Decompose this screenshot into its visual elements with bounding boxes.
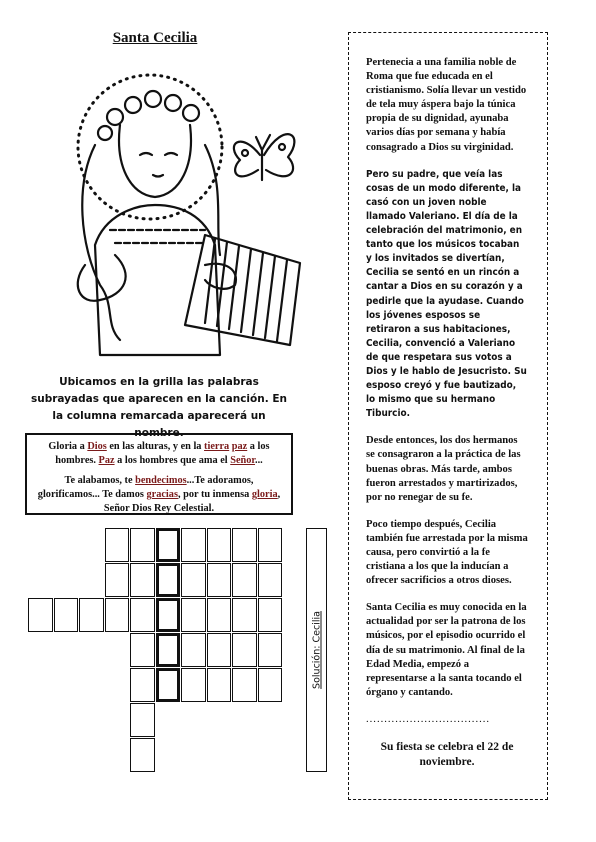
crossword-cell[interactable] — [207, 598, 232, 632]
underlined-word: Señor — [230, 455, 256, 466]
crossword-cell[interactable] — [54, 598, 79, 632]
underlined-word: Paz — [98, 455, 115, 466]
story-paragraph-3: Desde entonces, los dos hermanos se consagraron a la práctica de las buenas obras. Más tarde, ambos fueron arrestados y martirizados, por no renegar de su fe. — [366, 435, 521, 503]
underlined-word: gloria — [251, 489, 278, 500]
crossword-cell[interactable] — [232, 563, 257, 597]
story-paragraph-4: Poco tiempo después, Cecilia también fue arrestada por la misma causa, pero convirtió a la fe cristiana a los que la inducían a ofrecer sacrificios a otros dioses. — [366, 518, 528, 587]
crossword-key-cell[interactable] — [156, 598, 181, 632]
crossword-cell[interactable] — [105, 528, 130, 562]
story-paragraph-2: Pero su padre, que veía las cosas de un modo diferente, la casó con un joven noble llamado Valeriano. El día de la celebración del matrimonio, en tanto que los músicos tocaban y los invitados se divertían, Cecilia se sentó en un rincón a cantar a Dios en su corazón y a pedirle que la ayudase. Cuando los jóvenes esposos se retiraron a sus habitaciones, Cecilia, convenció a Valeriano de que respetara sus votos a Dios y le hablo de Jesucristo. Su esposo creyó y fue bautizado, lo mismo que su hermano Tiburcio. — [366, 168, 527, 420]
underlined-word: gracias — [146, 489, 178, 500]
lyric-text: Gloria a — [48, 441, 88, 452]
crossword-cell[interactable] — [105, 563, 130, 597]
instructions-text: Ubicamos en la grilla las palabras subrayadas que aparecen en la canción. En la columna remarcada aparecerá un nombre. — [30, 376, 288, 439]
crossword-key-cell[interactable] — [156, 528, 181, 562]
feast-day-text: Su fiesta se celebra el 22 de noviembre. — [380, 741, 514, 769]
lyrics-paragraph-1 — [33, 440, 285, 468]
solution-label: Solución: Cecilia — [311, 611, 322, 689]
crossword-cell[interactable] — [207, 668, 232, 702]
underlined-word: Dios — [87, 441, 107, 452]
lyric-text: a los hombres que ama el — [114, 455, 231, 466]
crossword-cell[interactable] — [207, 633, 232, 667]
face — [119, 125, 191, 197]
crossword-key-cell[interactable] — [156, 668, 181, 702]
crossword-cell[interactable] — [130, 528, 155, 562]
story-paragraph-5: Santa Cecilia es muy conocida en la actualidad por ser la patrona de los músicos, por el episodio ocurrido el día de su matrimonio. Al final de la Edad Media, empezó a representarse a la santa tocando el órgano y cantando. — [366, 602, 527, 698]
underlined-word: tierra — [204, 441, 230, 452]
crossword-cell[interactable] — [232, 668, 257, 702]
crossword-cell[interactable] — [207, 563, 232, 597]
crossword-cell[interactable] — [207, 528, 232, 562]
dotted-line: .................................. — [366, 713, 491, 725]
crossword-cell[interactable] — [258, 528, 283, 562]
crossword-cell[interactable] — [130, 598, 155, 632]
crossword-cell[interactable] — [258, 598, 283, 632]
underlined-word: paz — [231, 441, 248, 452]
crossword-cell[interactable] — [258, 668, 283, 702]
crossword-cell[interactable] — [181, 668, 206, 702]
crossword-cell[interactable] — [181, 633, 206, 667]
crossword-key-cell[interactable] — [156, 633, 181, 667]
solution-box — [306, 528, 327, 772]
crossword-cell[interactable] — [105, 598, 130, 632]
crossword-cell[interactable] — [130, 738, 155, 772]
crossword-cell[interactable] — [232, 598, 257, 632]
halo-dots — [78, 75, 222, 219]
crossword-key-cell[interactable] — [156, 563, 181, 597]
crossword-cell[interactable] — [232, 633, 257, 667]
lyric-text: , Señor Dios Rey Celestial. — [103, 489, 281, 514]
crossword-cell[interactable] — [258, 633, 283, 667]
crossword-cell[interactable] — [232, 528, 257, 562]
lyric-text: Te alabamos, te — [64, 475, 136, 486]
lyric-text: ...Te adoramos, glorificamos... Te damos — [37, 475, 254, 500]
lyric-text: , por tu inmensa — [177, 489, 252, 500]
butterfly-drawing — [234, 134, 294, 180]
crossword-cell[interactable] — [130, 703, 155, 737]
crossword-cell[interactable] — [181, 563, 206, 597]
crossword-cell[interactable] — [130, 668, 155, 702]
santa-cecilia-illustration — [55, 55, 315, 365]
lyrics-paragraph-2 — [33, 474, 285, 516]
page-title: Santa Cecilia — [112, 30, 198, 46]
crossword-cell[interactable] — [258, 563, 283, 597]
lyric-text: a los hombres. — [55, 441, 270, 466]
crossword-cell[interactable] — [130, 563, 155, 597]
crossword-cell[interactable] — [79, 598, 104, 632]
crossword-cell[interactable] — [28, 598, 53, 632]
story-paragraph-1: Pertenecia a una familia noble de Roma que fue educada en el cristianismo. Solía llevar un vestido de tela muy áspera bajo la túnica propia de su dignidad, ayunaba varios días por semana y había consagrado a Dios su virginidad. — [366, 57, 527, 153]
lyrics-box — [25, 433, 293, 515]
lyric-text: ... — [255, 455, 263, 466]
crossword-cell[interactable] — [130, 633, 155, 667]
arm-left — [78, 255, 126, 301]
story-column — [366, 56, 528, 783]
crossword-cell[interactable] — [181, 598, 206, 632]
flower-crown — [98, 91, 199, 140]
organ-keyboard — [185, 235, 300, 345]
underlined-word: bendecimos — [135, 475, 187, 486]
crossword-cell[interactable] — [181, 528, 206, 562]
lyric-text: en las alturas, y en la — [106, 441, 205, 452]
